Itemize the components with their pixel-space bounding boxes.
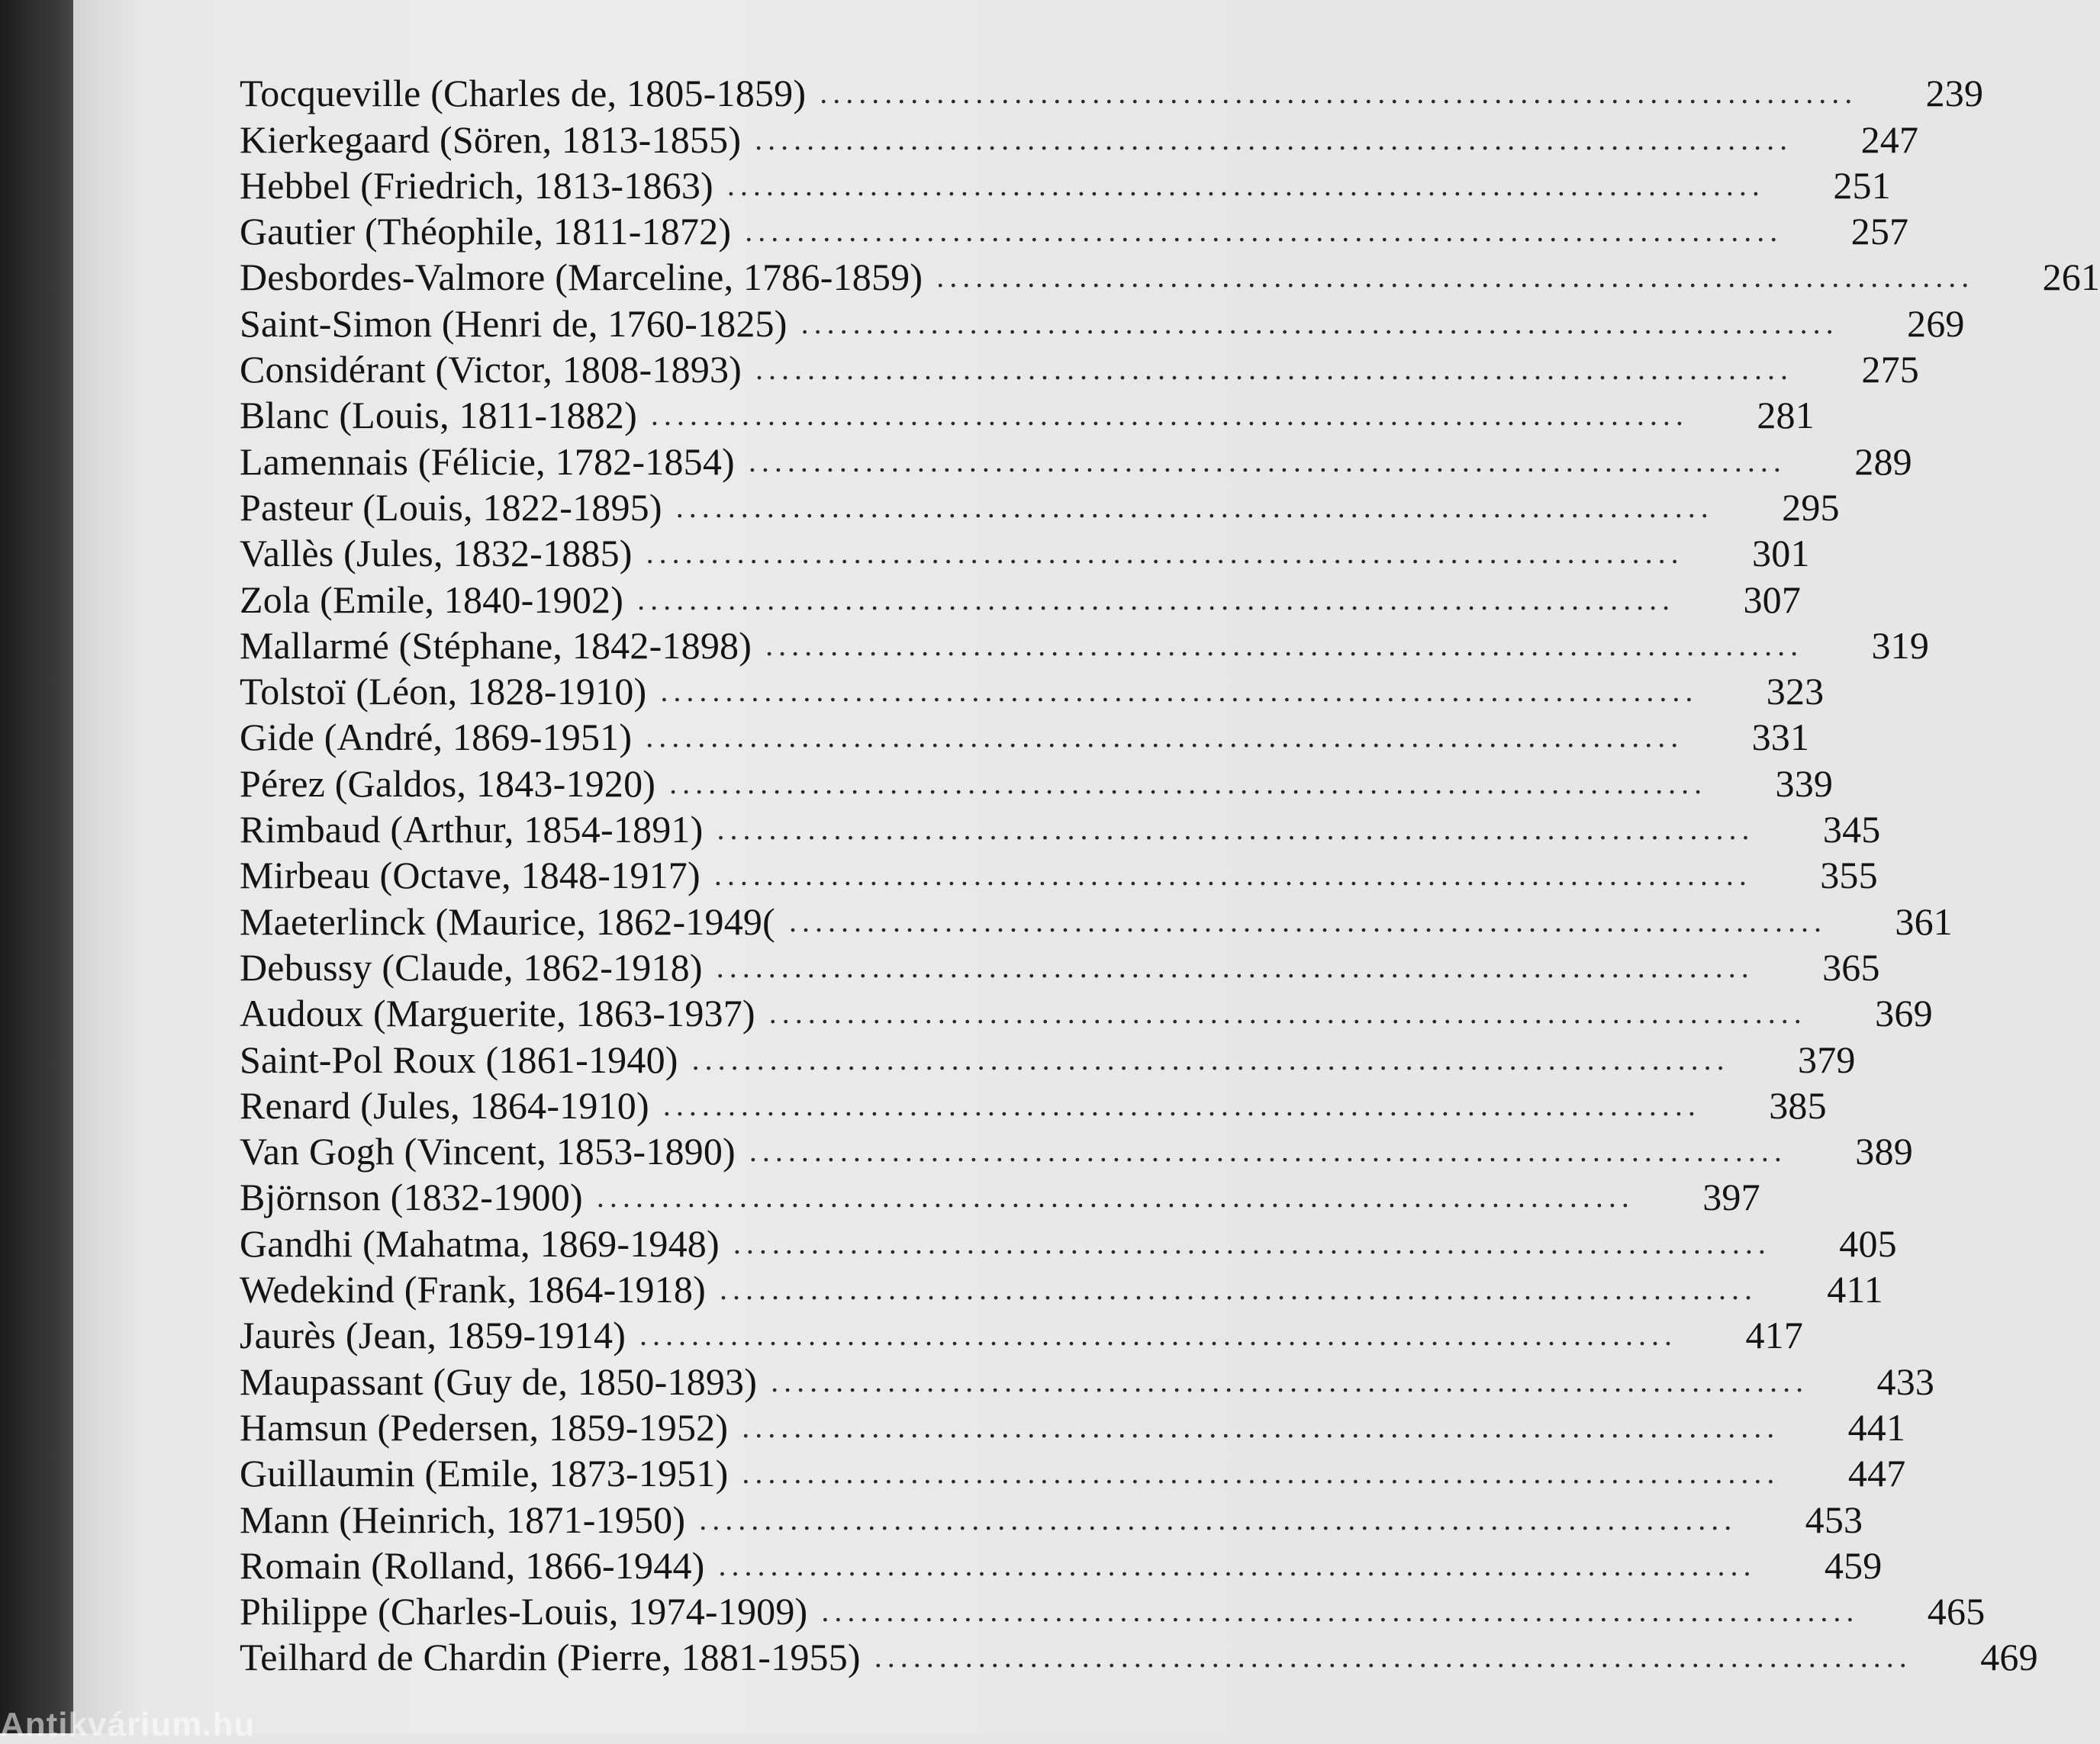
toc-entry <box>240 1588 1986 1634</box>
dot-leader: ................................................................................ <box>662 1087 1701 1122</box>
toc-entry-page-number: 453 <box>1805 1498 1863 1541</box>
toc-entry-title: Philippe (Charles-Louis, 1974-1909) <box>240 1590 808 1633</box>
book-page <box>73 0 2100 1733</box>
toc-entry-page-number: 339 <box>1775 761 1834 805</box>
toc-entry <box>240 1174 1760 1220</box>
toc-entry <box>240 1358 1935 1404</box>
toc-entry-page-number: 331 <box>1751 716 1810 759</box>
toc-entry-page-number: 405 <box>1839 1221 1897 1265</box>
dot-leader: ................................................................................ <box>718 1547 1757 1582</box>
toc-entry-page-number: 411 <box>1827 1268 1883 1311</box>
toc-entry-page-number: 251 <box>1833 163 1891 207</box>
toc-entry-page-number: 389 <box>1855 1130 1913 1173</box>
toc-entry-title: Jaurès (Jean, 1859-1914) <box>240 1314 626 1357</box>
dot-leader: ................................................................................ <box>755 121 1793 156</box>
dot-leader: ................................................................................ <box>755 352 1794 387</box>
toc-entry-title: Blanc (Louis, 1811-1882) <box>240 394 637 437</box>
toc-entry <box>240 1543 1883 1588</box>
dot-leader: ................................................................................ <box>639 1318 1678 1353</box>
toc-entry-title: Tocqueville (Charles de, 1805-1859) <box>240 72 807 115</box>
toc-entry-page-number: 465 <box>1927 1590 1986 1633</box>
toc-entry-page-number: 307 <box>1743 578 1802 621</box>
toc-entry-page-number: 281 <box>1757 394 1815 437</box>
dot-leader: ................................................................................ <box>788 903 1827 938</box>
book-spine <box>0 0 73 1733</box>
dot-leader: ................................................................................ <box>716 949 1754 984</box>
toc-entry-page-number: 397 <box>1702 1176 1760 1219</box>
toc-entry <box>240 208 1909 254</box>
toc-entry-title: Debussy (Claude, 1862-1918) <box>240 945 703 989</box>
toc-entry-title: Maupassant (Guy de, 1850-1893) <box>240 1359 758 1403</box>
toc-entry-title: Rimbaud (Arthur, 1854-1891) <box>240 808 704 851</box>
toc-entry <box>240 668 1825 714</box>
toc-entry-title: Zola (Emile, 1840-1902) <box>240 578 624 621</box>
toc-entry <box>240 116 1919 162</box>
toc-entry-page-number: 469 <box>1980 1636 2038 1679</box>
toc-entry <box>240 1266 1883 1312</box>
toc-entry <box>240 1128 1913 1174</box>
dot-leader: ................................................................................ <box>726 167 1765 202</box>
toc-entry-page-number: 289 <box>1854 439 1912 483</box>
toc-entry-title: Guillaumin (Emile, 1873-1951) <box>240 1452 729 1495</box>
dot-leader: ................................................................................ <box>669 765 1708 800</box>
toc-entry-page-number: 295 <box>1782 485 1840 529</box>
dot-leader: ................................................................................ <box>768 996 1807 1031</box>
toc-entry <box>240 944 1880 990</box>
toc-entry-title: Mallarmé (Stéphane, 1842-1898) <box>240 623 752 667</box>
toc-entry <box>240 438 1912 484</box>
dot-leader: ................................................................................ <box>745 214 1783 249</box>
dot-leader: ................................................................................ <box>874 1639 1912 1675</box>
toc-entry <box>240 990 1933 1036</box>
toc-entry-title: Wedekind (Frank, 1864-1918) <box>240 1268 706 1311</box>
toc-entry-page-number: 385 <box>1769 1083 1827 1127</box>
toc-entry-page-number: 301 <box>1752 532 1810 575</box>
toc-entry-title: Lamennais (Félicie, 1782-1854) <box>240 439 735 483</box>
toc-entry <box>240 1450 1906 1496</box>
toc-entry-page-number: 355 <box>1820 854 1878 897</box>
toc-entry <box>240 162 1891 208</box>
toc-entry-title: Saint-Pol Roux (1861-1940) <box>240 1038 678 1081</box>
toc-entry-title: Teilhard de Chardin (Pierre, 1881-1955) <box>240 1636 861 1679</box>
toc-entry-title: Vallès (Jules, 1832-1885) <box>240 532 633 575</box>
toc-entry-title: Tolstoï (Léon, 1828-1910) <box>240 670 647 713</box>
toc-entry-title: Considérant (Victor, 1808-1893) <box>240 348 742 391</box>
dot-leader: ................................................................................ <box>800 305 1839 340</box>
toc-entry-title: Mann (Heinrich, 1871-1950) <box>240 1498 686 1541</box>
dot-leader: ................................................................................ <box>660 674 1699 709</box>
dot-leader: ................................................................................ <box>646 719 1684 755</box>
toc-entry-page-number: 361 <box>1895 899 1953 943</box>
toc-entry <box>240 1220 1897 1266</box>
dot-leader: ................................................................................ <box>771 1363 1809 1398</box>
toc-entry-title: Romain (Rolland, 1866-1944) <box>240 1543 705 1587</box>
dot-leader: ................................................................................ <box>719 1272 1757 1307</box>
toc-entry-title: Renard (Jules, 1864-1910) <box>240 1083 649 1127</box>
toc-entry-page-number: 459 <box>1824 1543 1883 1587</box>
dot-leader: ................................................................................ <box>637 581 1676 616</box>
toc-entry <box>240 392 1815 438</box>
toc-entry-title: Björnson (1832-1900) <box>240 1176 583 1219</box>
toc-entry <box>240 1496 1863 1542</box>
toc-entry-page-number: 257 <box>1850 210 1909 253</box>
toc-entry-page-number: 441 <box>1847 1405 1906 1449</box>
toc-entry-title: Audoux (Marguerite, 1863-1937) <box>240 992 755 1035</box>
toc-entry <box>240 300 1965 346</box>
toc-entry-page-number: 369 <box>1875 992 1933 1035</box>
dot-leader: ................................................................................ <box>733 1225 1771 1260</box>
dot-leader: ................................................................................ <box>713 858 1752 893</box>
toc-entry-title: Pasteur (Louis, 1822-1895) <box>240 485 662 529</box>
toc-entry-page-number: 379 <box>1798 1038 1856 1081</box>
toc-entry-title: Gautier (Théophile, 1811-1872) <box>240 210 732 253</box>
dot-leader: ................................................................................ <box>821 1594 1860 1629</box>
toc-entry <box>240 806 1881 852</box>
toc-entry <box>240 70 1984 116</box>
toc-entry <box>240 530 1810 576</box>
dot-leader: ................................................................................ <box>748 443 1786 478</box>
toc-entry-page-number: 417 <box>1745 1314 1804 1357</box>
toc-entry <box>240 1312 1804 1358</box>
toc-entry-title: Kierkegaard (Sören, 1813-1855) <box>240 117 742 161</box>
toc-entry-title: Gandhi (Mahatma, 1869-1948) <box>240 1221 720 1265</box>
toc-entry <box>240 760 1834 806</box>
toc-entry-title: Maeterlinck (Maurice, 1862-1949( <box>240 899 775 943</box>
dot-leader: ................................................................................ <box>691 1041 1730 1076</box>
toc-entry-title: Van Gogh (Vincent, 1853-1890) <box>240 1130 736 1173</box>
toc-entry-page-number: 365 <box>1822 945 1880 989</box>
toc-entry-page-number: 447 <box>1847 1452 1906 1495</box>
dot-leader: ................................................................................ <box>650 397 1689 433</box>
dot-leader: ................................................................................ <box>742 1409 1780 1444</box>
dot-leader: ................................................................................ <box>596 1179 1635 1215</box>
watermark: Antikvárium.hu <box>0 1706 256 1743</box>
toc-entry-page-number: 433 <box>1876 1359 1935 1403</box>
toc-entry-page-number: 269 <box>1907 301 1965 345</box>
toc-entry-title: Pérez (Galdos, 1843-1920) <box>240 761 656 805</box>
dot-leader: ................................................................................ <box>717 812 1755 847</box>
dot-leader: ................................................................................ <box>699 1501 1738 1536</box>
table-of-contents <box>240 70 2100 1680</box>
toc-entry <box>240 1083 1827 1128</box>
toc-entry <box>240 576 1802 622</box>
toc-entry-title: Gide (André, 1869-1951) <box>240 716 633 759</box>
dot-leader: ................................................................................ <box>742 1456 1780 1491</box>
toc-entry <box>240 714 1810 760</box>
toc-entry-title: Mirbeau (Octave, 1848-1917) <box>240 854 701 897</box>
toc-entry <box>240 1634 2038 1680</box>
toc-entry <box>240 623 1930 668</box>
toc-entry <box>240 346 1920 392</box>
toc-entry-page-number: 323 <box>1766 670 1825 713</box>
toc-entry <box>240 484 1840 530</box>
toc-entry <box>240 1036 1856 1082</box>
toc-entry <box>240 898 1953 944</box>
toc-entry-title: Desbordes-Valmore (Marceline, 1786-1859) <box>240 256 923 299</box>
dot-leader: ................................................................................ <box>765 627 1804 662</box>
toc-entry <box>240 1405 1906 1450</box>
toc-entry-page-number: 275 <box>1861 348 1920 391</box>
toc-entry-title: Hamsun (Pedersen, 1859-1952) <box>240 1405 729 1449</box>
toc-entry-page-number: 261 <box>2042 256 2100 299</box>
dot-leader: ................................................................................ <box>749 1134 1787 1169</box>
toc-entry <box>240 852 1878 898</box>
toc-entry-title: Hebbel (Friedrich, 1813-1863) <box>240 163 713 207</box>
dot-leader: ................................................................................ <box>646 536 1684 571</box>
toc-entry <box>240 254 2100 300</box>
toc-entry-page-number: 345 <box>1822 808 1881 851</box>
toc-entry-page-number: 247 <box>1860 117 1919 161</box>
toc-entry-page-number: 239 <box>1925 72 1984 115</box>
dot-leader: ................................................................................ <box>936 259 1975 294</box>
toc-entry-page-number: 319 <box>1871 623 1930 667</box>
dot-leader: ................................................................................ <box>675 489 1714 524</box>
dot-leader: ................................................................................ <box>820 76 1858 111</box>
toc-entry-title: Saint-Simon (Henri de, 1760-1825) <box>240 301 788 345</box>
